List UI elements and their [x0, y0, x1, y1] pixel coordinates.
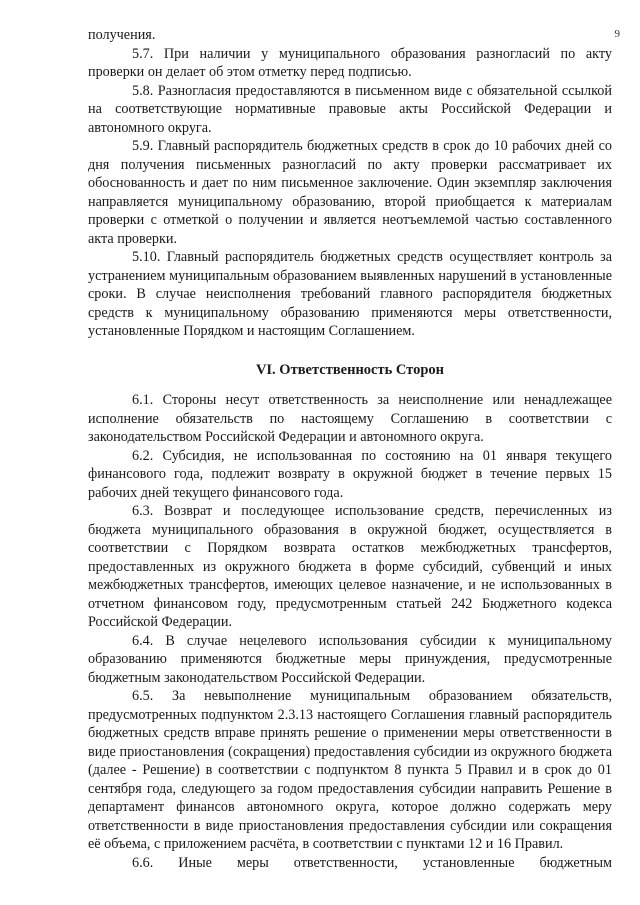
paragraph-continuation: получения.	[88, 27, 156, 43]
paragraph-5-7: 5.7. При наличии у муниципального образования разногласий по акту проверки он делает об этом отметку перед подписью.	[88, 45, 612, 80]
paragraph-6-1: 6.1. Стороны несут ответственность за неисполнение или ненадлежащее исполнение обязательств по настоящему Соглашению в соответствии с законодательством Российской Федерации и автономного округа.	[88, 392, 612, 445]
paragraph-6-5: 6.5. За невыполнение муниципальным образованием обязательств, предусмотренных подпунктом 2.3.13 настоящего Соглашения главный распорядитель бюджетных средств вправе принять решение о применении меры ответственности в виде приостановления (сокращения) предоставления субсидии из окружного бюджета (далее - Решение) в соответствии с подпунктом 8 пункта 5 Правил и в срок до 01 сентября года, следующего за годом предоставления субсидии направить Решение в департамент финансов автономного округа, которое должно содержать меру ответственности в виде приостановления предоставления субсидии или сокращения её объема, с приложением расчёта, в соответствии с пунктами 12 и 16 Правил.	[88, 688, 612, 852]
paragraph-6-2: 6.2. Субсидия, не использованная по состоянию на 01 января текущего финансового года, подлежит возврату в окружной бюджет в течение первых 15 рабочих дней текущего финансового года.	[88, 447, 612, 501]
paragraph-5-8: 5.8. Разногласия предоставляются в письменном виде с обязательной ссылкой на соответствующие нормативные правовые акты Российской Федерации и автономного округа.	[88, 82, 612, 136]
document-body	[88, 26, 612, 872]
paragraph-5-10: 5.10. Главный распорядитель бюджетных средств осуществляет контроль за устранением муниципальным образованием выявленных нарушений в установленные сроки. В случае неисполнения требований главного распорядителя бюджетных средств к муниципальному образованию применяются меры ответственности, установленные Порядком и настоящим Соглашением.	[88, 249, 612, 339]
paragraph-6-6: 6.6. Иные меры ответственности, установленные бюджетным	[132, 854, 612, 871]
page-number: 9	[614, 28, 620, 40]
section-title: VI. Ответственность Сторон	[255, 361, 445, 378]
paragraph-6-4: 6.4. В случае нецелевого использования субсидии к муниципальному образованию применяются бюджетные меры принуждения, предусмотренные бюджетным законодательством Российской Федерации.	[88, 632, 612, 686]
paragraph-5-9: 5.9. Главный распорядитель бюджетных средств в срок до 10 рабочих дней со дня получения письменных разногласий по акту проверки рассматривает их обоснованность и дает по ним письменное заключение. Один экземпляр заключения направляется муниципальному образованию, второй приобщается к материалам проверки с отметкой о получении и является неотъемлемой частью составленного акта проверки.	[88, 138, 612, 247]
paragraph-6-3: 6.3. Возврат и последующее использование средств, перечисленных из бюджета муниципального образования в окружной бюджет, осуществляется в соответствии с Порядком возврата остатков межбюджетных трансфертов, предоставленных из окружного бюджета в форме субсидий, субвенций и иных межбюджетных трансфертов, имеющих целевое назначение, и не использованных в отчетном финансовом году, предусмотренным статьей 242 Бюджетного кодекса Российской Федерации.	[88, 503, 612, 630]
